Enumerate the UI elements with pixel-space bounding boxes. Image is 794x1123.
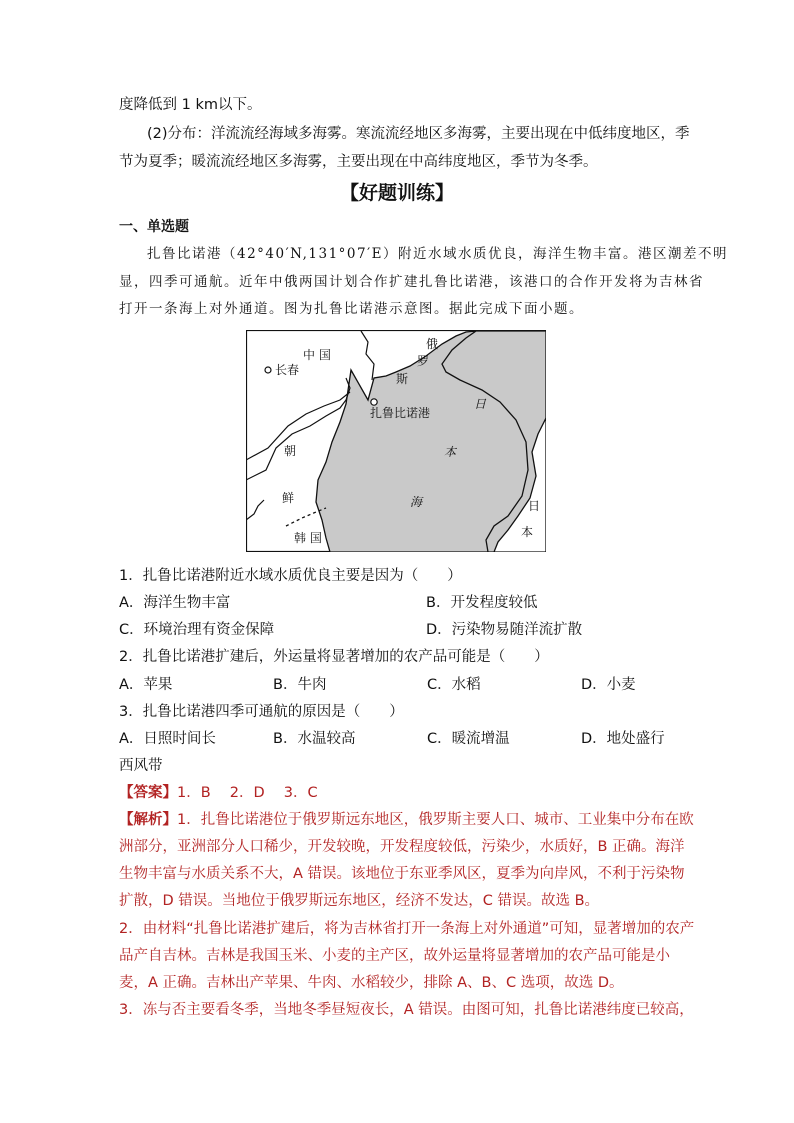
passage-line-1: 扎鲁比诺港（42°40′N,131°07′E）附近水域水质优良，海洋生物丰富。港区潮差不明: [147, 246, 729, 262]
analysis-text-1: 1．扎鲁比诺港位于俄罗斯远东地区，俄罗斯主要人口、城市、工业集中分布在欧: [177, 812, 694, 828]
analysis-line-5: 2．由材料“扎鲁比诺港扩建后，将为吉林省打开一条海上对外通道”可知，显著增加的农产: [119, 921, 695, 937]
port-map: [246, 330, 546, 552]
question-2-option-a[interactable]: A．苹果: [119, 677, 173, 693]
label-japan-2: 本: [521, 525, 534, 539]
label-changchun: 长春: [275, 363, 300, 377]
analysis-line-8: 3．冻与否主要看冬季，当地冬季昼短夜长，A 错误。由图可知，扎鲁比诺港纬度已较高，: [119, 1002, 694, 1018]
analysis-line-6: 品产自吉林。吉林是我国玉米、小麦的主产区，故外运量将显著增加的农产品可能是小: [119, 948, 670, 964]
changchun-marker: [265, 367, 271, 373]
question-1-stem: 1．扎鲁比诺港附近水域水质优良主要是因为（ ）: [119, 568, 462, 584]
question-2-option-d[interactable]: D．小麦: [581, 677, 636, 693]
label-russia-3: 斯: [396, 372, 409, 386]
question-2-option-c[interactable]: C．水稻: [427, 677, 481, 693]
question-3-option-d-continuation: 西风带: [119, 758, 163, 774]
analysis-line-2: 洲部分，亚洲部分人口稀少，开发较晚，开发程度较低，污染少，水质好，B 正确。海洋: [119, 839, 685, 855]
question-1-option-c[interactable]: C．环境治理有资金保障: [119, 622, 275, 638]
question-2-option-b[interactable]: B．牛肉: [273, 677, 327, 693]
question-3-option-d[interactable]: D．地处盛行: [581, 731, 665, 747]
intro-line-2: (2)分布：洋流流经海域多海雾。寒流流经地区多海雾，主要出现在中低纬度地区，季: [147, 126, 690, 142]
passage-line-2: 显，四季可通航。近年中俄两国计划合作扩建扎鲁比诺港，该港口的合作开发将为吉林省: [119, 274, 704, 290]
analysis-line-4: 扩散，D 错误。当地位于俄罗斯远东地区，经济不发达，C 错误。故选 B。: [119, 893, 600, 909]
label-china: 中 国: [303, 348, 331, 362]
answer-line: [119, 783, 318, 803]
port-marker: [371, 399, 377, 405]
label-sea-1: 日: [474, 397, 487, 411]
answer-text: 1．B 2．D 3．C: [177, 785, 318, 801]
question-1-option-b[interactable]: B．开发程度较低: [426, 595, 538, 611]
label-japan-1: 日: [528, 499, 541, 513]
intro-line-1: 度降低到 1 km以下。: [119, 97, 262, 113]
section-heading: 一、单选题: [119, 219, 189, 235]
label-russia-1: 俄: [426, 337, 439, 351]
label-korea-2: 鲜: [282, 491, 295, 505]
question-3-option-a[interactable]: A．日照时间长: [119, 731, 216, 747]
question-3-stem: 3．扎鲁比诺港四季可通航的原因是（ ）: [119, 704, 404, 720]
analysis-line-7: 麦，A 正确。吉林出产苹果、牛肉、水稻较少，排除 A、B、C 选项，故选 D。: [119, 975, 624, 991]
label-korea-1: 朝: [284, 444, 297, 458]
question-2-stem: 2．扎鲁比诺港扩建后，外运量将显著增加的农产品可能是（ ）: [119, 649, 549, 665]
question-3-option-b[interactable]: B．水温较高: [273, 731, 356, 747]
analysis-line-1: [119, 810, 694, 830]
analysis-label: 【解析】: [119, 812, 177, 828]
label-russia-2: 罗: [417, 354, 430, 368]
question-1-option-a[interactable]: A．海洋生物丰富: [119, 595, 231, 611]
question-1-option-d[interactable]: D．污染物易随洋流扩散: [426, 622, 583, 638]
label-sea-2: 本: [444, 445, 457, 459]
passage-line-3: 打开一条海上对外通道。图为扎鲁比诺港示意图。据此完成下面小题。: [119, 301, 584, 317]
section-title: 【好题训练】: [339, 182, 454, 204]
question-3-option-c[interactable]: C．暖流增温: [427, 731, 510, 747]
analysis-line-3: 生物丰富与水质关系不大，A 错误。该地位于东亚季风区，夏季为向岸风，不利于污染物: [119, 866, 685, 882]
intro-line-3: 节为夏季；暖流流经地区多海雾，主要出现在中高纬度地区，季节为冬季。: [119, 154, 598, 170]
label-sea-3: 海: [410, 495, 423, 509]
label-south-korea: 韩 国: [294, 531, 322, 545]
label-port: 扎鲁比诺港: [370, 406, 431, 420]
answer-label: 【答案】: [119, 785, 177, 801]
